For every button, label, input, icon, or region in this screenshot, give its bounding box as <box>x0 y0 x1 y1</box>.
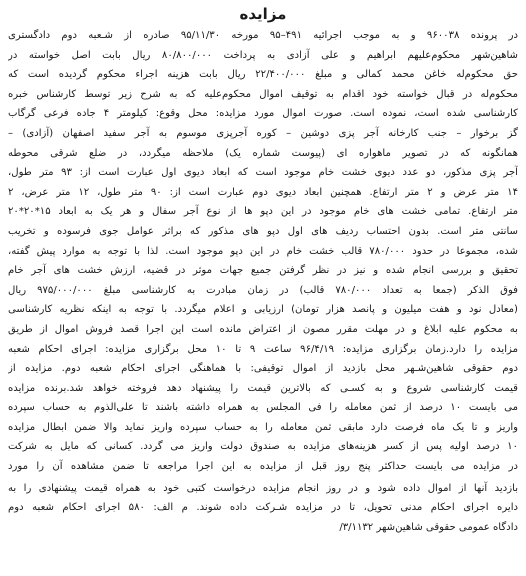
notice-line-14: فوق الذکر (جمعا به تعداد ۷۸۰/۰۰۰ قالب) در زمان مبادرت به کارشناسی مبلغ ۹۷۵/۰۰۰/۰۰۰ ریال <box>8 284 518 296</box>
notice-line-6: گز برخوار – جنب کارخانه آجر پزی دوشین – کوره آجرپزی موسوم به آجر سفید اصفهان (آزادی) – <box>8 127 518 139</box>
notice-body <box>8 26 518 477</box>
notice-line-1: در پرونده ۹۶۰۰۳۸ و به موجب اجرائیه ۴۹۱–۹۵ مورخه ۹۵/۱۱/۳۰ صادره از شـعبه دوم دادگستری <box>8 30 518 41</box>
closing-line-1: بازدید آنها از اموال داده شود و در روز انجام مزایده درخواست کتبی خود به همراه قیمت پیشنهادی را به <box>8 482 518 494</box>
notice-line-23: در مزایده می بایست حداکثر پنج روز قبل از مزایده به این اجرا مراجعه تا ضمن مشاهده آن را مورد <box>8 461 518 473</box>
notice-line-11: سانتی متر است. بدون احتساب ردیف های اول دپو های مذکور که براثر عوامل جوی فرسوده و تخریب <box>8 225 518 237</box>
notice-line-15: (معادل نود و هفت میلیون و پانصد هزار تومان) ارزیابی و اعلام میگردد. با توجه به اینکه نظریه کارشناسی <box>8 304 518 316</box>
closing-line-3: دادگاه عمومی حقوقی شاهین‌شهر ۳/۱۱۳۲/ <box>339 521 518 533</box>
notice-line-10: متر ارتفاع. تمامی خشت های خام موجود در این دپو ها از نوع آجر سفال و هر یک به ابعاد ۱۵*۲۰*۲۰ <box>8 206 518 218</box>
notice-line-5: کارشناسی شده است، نموده است. صورت اموال مورد مزایده: محل وقوع: کیلومتر ۴ جاده فرعی گرگاب <box>8 108 518 120</box>
notice-line-13: تحقیق و بررسی انجام شده و نیز در نظر گرفتن جمیع جهات موثر در قضیه، ارزش خشت های آجر خام <box>8 265 518 277</box>
notice-line-8: آجر پزی مذکور، دو عدد دیوی خشت خام موجود است که ابعاد دیوی اول عبارت است از: ۹۳ متر طول، <box>8 167 518 179</box>
notice-line-18: دوم حقوقی شاهین‌شـهر محل بازدید از اموال توقیفی: با هماهنگی اجرای احکام شعبه دوم. مزایده از <box>8 363 518 375</box>
notice-line-9: ۱۴ متر عرض و ۲ متر ارتفاع. همچنین ابعاد دیوی دوم عبارت است از: ۹۰ متر طول، ۱۲ متر عرض، ۲ <box>8 186 518 198</box>
notice-title: مزایده <box>239 5 287 23</box>
notice-line-7: همانگونه که در تصویر ماهواره ای (پیوست شماره یک) ملاحظه میگردد، در ضلع شرقی محوطه <box>8 147 518 159</box>
notice-line-20: می بایست ۱۰ درصد از ثمن معامله را فی المجلس به همراه داشته باشند تا علی‌الذوم به حساب سپرده <box>8 402 518 414</box>
notice-line-22: ۱۰ درصد اولیه پس از کسر هزینه‌های مزایده به صندوق دولت واریز می گردد. کسانی که مایل به شرکت <box>8 441 518 453</box>
notice-line-17: مزایده را دارد.زمان برگزاری مزایده: ۹۶/۴/۱۹ ساعت ۹ تا ۱۰ محل برگزاری مزایده: اجرای احکام شعبه <box>8 343 518 355</box>
notice-line-16: به محکوم علیه ابلاغ و در مهلت مقرر مصون از اعتراض مانده است این اجرا قصد فروش اموال از طریق <box>8 323 518 335</box>
notice-line-4: محکوم‌له در قبال خواسته خود اقدام به توقیف اموال محکوم‌علیه که به شرح زیر توسط کارشناس خبره <box>8 88 518 100</box>
closing-line-2: دایره اجرای احکام مدنی تحویل، تا در مزایده شـرکت داده شوند. م الف: ۵۸۰ اجرای احکام شعبه دوم <box>8 502 518 514</box>
notice-line-2: شاهین‌شهر محکوم‌علیهم ابراهیم و علی آزادی به پرداخت ۸۰/۸۰۰/۰۰۰ ریال بابت اصل خواسته در <box>8 49 518 61</box>
notice-closing <box>8 479 518 538</box>
notice-line-12: شده، مجموعا در حدود ۷۸۰/۰۰۰ قالب خشت خام در این دپو موجود است. لذا با توجه به موارد پیش گفته، <box>8 245 518 257</box>
notice-line-19: قیمت کارشناسی شروع و به کسـی که بالاترین قیمت را پیشنهاد دهد فروخته خواهد شد.برنده مزایده <box>8 382 518 394</box>
notice-line-21: واریز و تا یک ماه فرصت دارد مابقی ثمن معامله را به حساب سپرده واریز نماید والا ضمن ابطال مزایده <box>8 421 518 433</box>
notice-line-3: حق محکوم‌له خاغن محمد کمالی و مبلغ ۲۲/۴۰۰/۰۰۰ ریال بابت هزینه اجراء محکوم گردیده است که <box>8 69 518 81</box>
